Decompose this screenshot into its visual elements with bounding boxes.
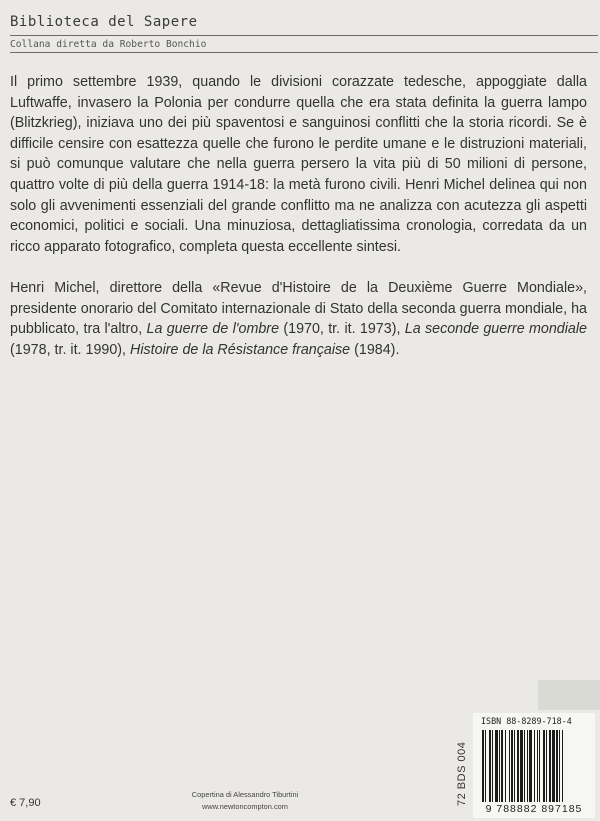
back-cover-text	[10, 72, 587, 360]
barcode-bar	[539, 730, 540, 802]
barcode-bar	[527, 730, 528, 802]
barcode-bar	[482, 730, 484, 802]
sticker-edge	[538, 680, 600, 710]
barcode-bar	[495, 730, 498, 802]
header-rule-lower	[10, 52, 598, 53]
barcode-bar	[559, 730, 560, 802]
cover-credits	[170, 789, 320, 813]
series-subtitle: Collana diretta da Roberto Bonchio	[10, 39, 207, 50]
barcode-bar	[492, 730, 493, 802]
barcode-bar	[556, 730, 558, 802]
barcode-bar	[529, 730, 532, 802]
author-bio-intro: Henri Michel, direttore della «Revue d'Histoire de la Deuxième Guerre Mondiale», presidente onorario del Comitato internazionale di Stato della seconda guerra mondiale, ha pubblicato, tra l'altro,	[10, 279, 587, 338]
isbn-text: ISBN 88-8289-718-4	[481, 716, 572, 726]
book-note: (1970, tr. it. 1973),	[279, 321, 405, 338]
author-bio-paragraph	[10, 278, 587, 360]
barcode-bar	[511, 730, 513, 802]
barcode-bar	[514, 730, 515, 802]
header-rule	[10, 35, 598, 36]
barcode-bar	[549, 730, 551, 802]
price-label: € 7,90	[10, 797, 41, 809]
barcode-bar	[562, 730, 563, 802]
book-title: La seconde guerre mondiale	[404, 321, 588, 338]
barcode-bar	[534, 730, 535, 802]
barcode-bar	[552, 730, 555, 802]
barcode-bar	[489, 730, 491, 802]
book-note: (1978, tr. it. 1990),	[10, 341, 131, 358]
barcode-bar	[485, 730, 486, 802]
barcode-bar	[501, 730, 503, 802]
barcode-bar	[520, 730, 523, 802]
barcode-bar	[517, 730, 519, 802]
barcode-icon	[482, 730, 586, 802]
book-title: La guerre de l'ombre	[146, 321, 280, 338]
publisher-website: www.newtoncompton.com	[202, 802, 288, 811]
barcode-bar	[543, 730, 545, 802]
barcode-bar	[509, 730, 510, 802]
series-code: 72 BDS 004	[456, 741, 468, 806]
description-paragraph: Il primo settembre 1939, quando le divisioni corazzate tedesche, appoggiate dalla Luftwaffe, invasero la Polonia per condurre quella che era stata definita la guerra lampo (Blitzkrieg), iniziava uno dei più spaventosi e sanguinosi conflitti che la storia ricordi. Se è difficile censire con esattezza quelle che furono le perdite umane e le distruzioni materiali, si può comunque valutare che nella guerra persero la vita più di 50 milioni di persone, quattro volte di più della guerra 1914-18: la metà furono civili. Henri Michel delinea qui non solo gli avvenimenti essenziali del grande conflitto ma ne analizza con acutezza gli aspetti economici, politici e sociali. Una minuziosa, dettagliatissima cronologia, corredata da un ricco apparato fotografico, completa questa eccellente sintesi.	[10, 74, 587, 255]
barcode-label	[473, 713, 595, 818]
barcode-digits: 9 788882 897185	[485, 803, 583, 815]
barcode-bar	[499, 730, 500, 802]
barcode-bar	[524, 730, 525, 802]
barcode-bar	[505, 730, 506, 802]
series-title: Biblioteca del Sapere	[10, 14, 198, 30]
cover-credit: Copertina di Alessandro Tiburtini	[191, 790, 299, 799]
barcode-bar	[546, 730, 547, 802]
book-note: (1984).	[350, 341, 400, 358]
book-title: Histoire de la Résistance française	[130, 341, 351, 358]
barcode-bar	[537, 730, 538, 802]
